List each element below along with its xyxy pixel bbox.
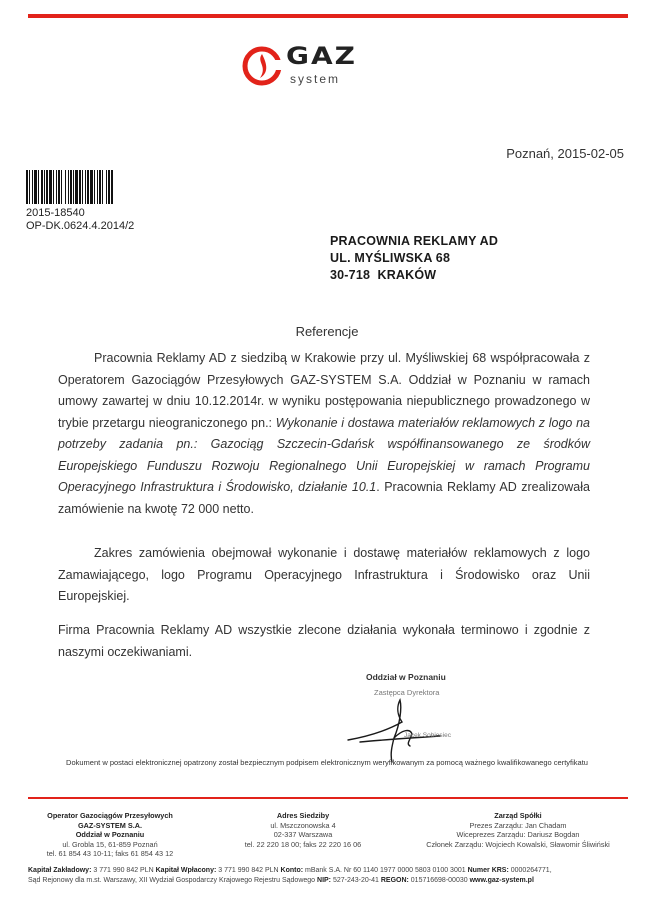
legal-account-value: mBank S.A. Nr 60 1140 1977 0000 5803 0100 3001 — [303, 867, 468, 874]
footer-branch: Oddział w Poznaniu — [75, 830, 145, 840]
legal-line-2 — [28, 876, 628, 886]
recipient-name: PRACOWNIA REKLAMY AD — [330, 234, 499, 248]
footer-board-president: Prezes Zarządu: Jan Chadam — [469, 820, 567, 830]
footer-hq-street: ul. Mszczonowska 4 — [270, 820, 336, 830]
logo-brand-text: GAZ — [286, 42, 357, 71]
legal-krs-value: 0000264771, — [508, 867, 552, 874]
gaz-flame-icon — [242, 46, 282, 86]
legal-krs-label: Numer KRS: — [467, 867, 509, 874]
signature-title: Zastępca Dyrektora — [374, 688, 440, 697]
reference-numbers — [26, 207, 134, 233]
footer-headquarters — [238, 811, 368, 849]
footer-company-short: GAZ-SYSTEM S.A. — [77, 820, 143, 830]
electronic-signature-note: Dokument w postaci elektronicznej opatrzony został bezpiecznym podpisem elektronicznym weryfikowanym za pomocą ważnego kwalifikowanego certyfikatu — [66, 758, 588, 767]
legal-nip-label: NIP: — [317, 877, 332, 884]
paragraph-3: Firma Pracownia Reklamy AD wszystkie zlecone działania wykonała terminowo i zgodnie z naszymi oczekiwaniami. — [58, 623, 590, 659]
paragraph-1-text-b: . Pracownia Reklamy AD zrealizowała zamówienie na kwotę 72 000 netto. — [58, 480, 590, 516]
letter-title: Referencje — [295, 324, 359, 339]
top-red-rule — [28, 14, 628, 18]
company-website-link[interactable]: www.gaz-system.pl — [469, 877, 534, 884]
footer-board-members: Członek Zarządu: Wojciech Kowalski, Sławomir Śliwiński — [426, 839, 610, 849]
footer-hq-city: 02-337 Warszawa — [273, 830, 333, 840]
legal-nip-value: 527-243-20-41 — [331, 877, 381, 884]
legal-regon-label: REGON: — [380, 877, 409, 884]
footer-company-name: Operator Gazociągów Przesyłowych — [47, 811, 173, 820]
footer-board-heading: Zarząd Spółki — [494, 811, 542, 820]
paragraph-1-text-a: Pracownia Reklamy AD z siedzibą w Krakowie przy ul. Myśliwskiej 68 współpracowała z Operatorem Gazociągów Przesyłowych GAZ-SYSTEM S.A. Oddział w Poznaniu w ramach umowy zawartej w dniu 10.12.2014r. w wyniku postępowania niepublicznego prowadzonego w trybie przetargu nieograniczonego pn.: — [58, 351, 590, 430]
ref-number: 2015-18540 — [26, 207, 85, 219]
recipient-street: UL. MYŚLIWSKA 68 — [330, 251, 451, 265]
legal-court: Sąd Rejonowy dla m.st. Warszawy, XII Wydział Gospodarczy Krajowego Rejestru Sądowego — [28, 877, 318, 884]
bottom-red-rule — [28, 797, 628, 799]
signature-office: Oddział w Poznaniu — [366, 672, 446, 682]
logo-sub-text: system — [290, 72, 341, 86]
footer-hq-phone: tel. 22 220 18 00; faks 22 220 16 06 — [244, 839, 362, 849]
recipient-address — [330, 233, 498, 284]
footer-hq-heading: Adres Siedziby — [276, 811, 330, 820]
footer-board-vice: Wiceprezes Zarządu: Dariusz Bogdan — [456, 830, 580, 840]
footer-legal-info — [28, 866, 628, 886]
legal-capital-value: 3 771 990 842 PLN — [91, 867, 156, 874]
legal-paid-label: Kapitał Wpłacony: — [155, 867, 217, 874]
legal-line-1 — [28, 866, 628, 876]
case-number: OP-DK.0624.4.2014/2 — [26, 220, 135, 232]
paragraph-1-italic: Wykonanie i dostawa materiałów reklamowych z logo na potrzeby zadania pn.: Gazociąg Szczecin-Gdańsk współfinansowanego ze środków Europejskiego Funduszu Rozwoju Regionalnego Unii Europejskiej w ramach Programu Operacyjnego Infrastruktura i Środowisko, działanie 10.1 — [58, 415, 590, 494]
signature-block — [360, 672, 520, 772]
recipient-city: 30-718 KRAKÓW — [330, 268, 437, 282]
footer-branch-address: ul. Grobla 15, 61-859 Poznań — [62, 839, 158, 849]
legal-capital-label: Kapitał Zakładowy: — [28, 867, 92, 874]
barcode — [26, 170, 172, 204]
paragraph-2: Zakres zamówienia obejmował wykonanie i dostawę materiałów reklamowych z logo Zamawiającego, logo Programu Operacyjnego Infrastruktura i Środowisko oraz Unii Europejskiej. — [58, 546, 590, 603]
handwritten-signature — [340, 678, 450, 768]
footer-branch-phone: tel. 61 854 43 10-11; faks 61 854 43 12 — [46, 849, 174, 859]
legal-regon-value: 015716698-00030 — [408, 877, 470, 884]
company-logo — [242, 42, 412, 92]
footer-management — [408, 811, 628, 849]
legal-paid-value: 3 771 990 842 PLN — [216, 867, 281, 874]
letter-date: Poznań, 2015-02-05 — [506, 146, 624, 161]
footer-company-info — [22, 811, 198, 859]
signatory-name: Jacek Sobiesiec — [404, 732, 451, 739]
legal-account-label: Konto: — [280, 867, 304, 874]
barcode-bar — [113, 170, 114, 204]
paragraph-1 — [58, 348, 590, 520]
